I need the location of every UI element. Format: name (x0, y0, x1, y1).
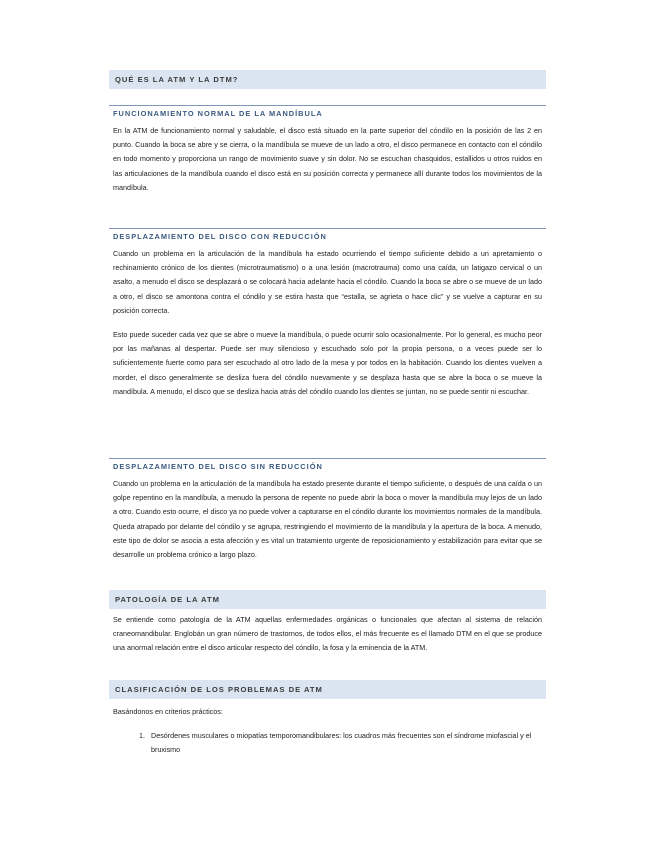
heading-con-reduccion: DESPLAZAMIENTO DEL DISCO CON REDUCCIÓN (109, 228, 546, 244)
paragraph-sin-reduccion: Cuando un problema en la articulación de la mandíbula ha estado presente durante el tiempo suficiente, o después de una caída o un golpe repentino en la mandíbula, a menudo la persona de repente no puede abrir la boca o mover la mandíbula muy lejos de un lado a otro. Cuando esto ocurre, el disco ya no puede volver a capturarse en el cóndilo durante los movimientos normales de la mandíbula. Queda atrapado por delante del cóndilo y se agrupa, restringiendo el movimiento de la mandíbula y la apertura de la boca. A menudo, este tipo de dolor se asocia a esta afección y es vital un tratamiento urgente de reposicionamiento y estabilización para evitar que se desarrolle un problema crónico a largo plazo. (113, 479, 542, 560)
heading-funcionamiento: FUNCIONAMIENTO NORMAL DE LA MANDÍBULA (109, 105, 546, 121)
paragraph-clasificacion-intro: Basándonos en criterios prácticos: (113, 707, 223, 716)
section-sin-reduccion (109, 458, 546, 562)
classification-list (109, 729, 546, 757)
paragraph-con-reduccion-1: Cuando un problema en la articulación de la mandíbula ha estado ocurriendo el tiempo suficiente debido a un apretamiento o rechinamiento crónico de los dientes (microtraumatismo) o a una lesión (macrotrauma) como una caída, un latigazo cervical o un asalto, a menudo el disco se desplazará o se colocará hacia adelante hacia el cóndilo. Cuando la boca se abre o se mueve de un lado a otro, el disco se amontona contra el cóndilo y se estira hasta que “estalla, se agrieta o hace clic” y se vuelve a capturar en su posición correcta. (113, 249, 542, 315)
heading-que-es: QUÉ ES LA ATM Y LA DTM? (109, 70, 546, 89)
paragraph-con-reduccion-2: Esto puede suceder cada vez que se abre o mueve la mandíbula, o puede ocurrir solo ocasionalmente. Por lo general, es mucho peor por las mañanas al despertar. Puede ser muy silencioso y escuchado solo por la propia persona, o a veces puede ser lo suficientemente fuerte como para ser escuchado al otro lado de la mesa y por todos en la habitación. Cuando los dientes vuelven a morder, el disco generalmente se desliza fuera del cóndilo nuevamente y se desplaza hasta que se abre la boca o se mueve la mandíbula. A menudo, el disco que se desliza hacia atrás del cóndilo cuando los dientes se juntan, no se puede sentir ni escuchar. (113, 330, 542, 396)
list-item: 1. Desórdenes musculares o miopatías temporomandibulares: los cuadros más frecuentes son el síndrome miofascial y el bruxismo (147, 729, 546, 757)
section-patologia (109, 590, 546, 656)
heading-sin-reduccion: DESPLAZAMIENTO DEL DISCO SIN REDUCCIÓN (109, 458, 546, 474)
section-con-reduccion (109, 228, 546, 399)
heading-clasificacion: CLASIFICACIÓN DE LOS PROBLEMAS DE ATM (109, 680, 546, 699)
paragraph-funcionamiento: En la ATM de funcionamiento normal y saludable, el disco está situado en la parte superior del cóndilo en la posición de las 2 en punto. Cuando la boca se abre y se cierra, o la mandíbula se mueve de un lado a otro, el disco permanece en contacto con el cóndilo en todo momento y proporciona un rango de movimiento suave y sin dolor. No se escuchan chasquidos, estallidos u otros ruidos en las articulaciones de la mandíbula cuando el disco está en su posición correcta y permanece allí durante todos los movimientos de la mandíbula. (113, 126, 542, 192)
section-funcionamiento (109, 105, 546, 195)
heading-patologia: PATOLOGÍA DE LA ATM (109, 590, 546, 609)
paragraph-patologia: Se entiende como patología de la ATM aquellas enfermedades orgánicas o funcionales que afectan al sistema de relación craneomandibular. Englobán un gran número de trastornos, de todos ellos, el más frecuente es el llamado DTM en el que se produce una anormal relación entre el disco articular respecto del cóndilo, la fosa y la eminencia de la ATM. (113, 615, 542, 653)
section-clasificacion (109, 680, 546, 758)
